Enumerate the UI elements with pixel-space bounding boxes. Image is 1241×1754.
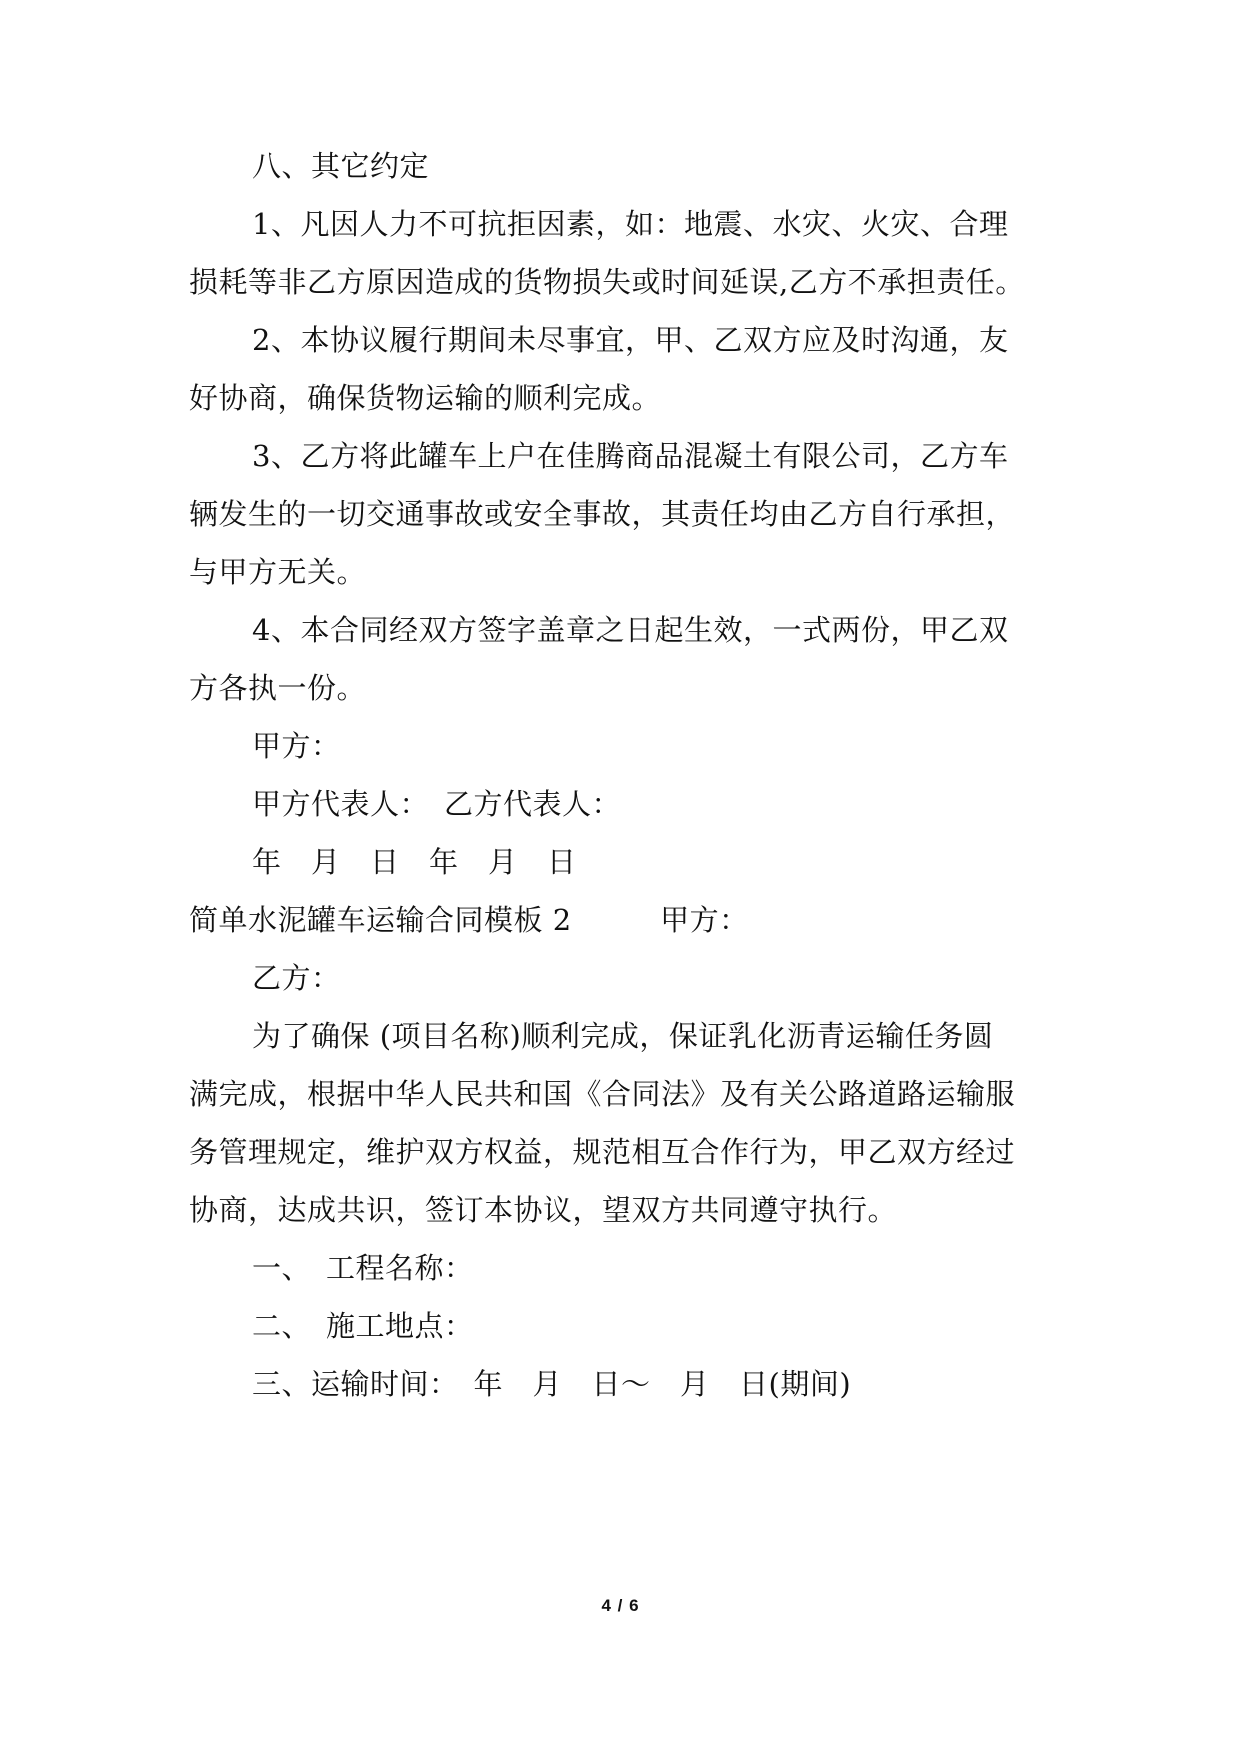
paragraph-line: 满完成，根据中华人民共和国《合同法》及有关公路道路运输服 (189, 1077, 1016, 1111)
signature-party-a: 甲方： (252, 729, 341, 763)
paragraph-line: 4、本合同经双方签字盖章之日起生效，一式两份，甲乙双 (252, 613, 1009, 647)
section-heading-other-agreements: 八、其它约定 (252, 149, 430, 183)
paragraph-line: 2、本协议履行期间未尽事宜，甲、乙双方应及时沟通，友 (252, 323, 1009, 357)
page-number: 4 / 6 (601, 1596, 640, 1615)
party-b-label: 乙方： (252, 961, 341, 995)
clause-transport-time: 三、运输时间： 年 月 日～ 月 日(期间) (252, 1367, 852, 1401)
paragraph-line: 务管理规定，维护双方权益，规范相互合作行为，甲乙双方经过 (189, 1135, 1016, 1169)
paragraph-line: 方各执一份。 (189, 671, 367, 705)
paragraph-line: 1、凡因人力不可抗拒因素，如：地震、水灾、火灾、合理 (252, 207, 1009, 241)
signature-representatives: 甲方代表人： 乙方代表人： (252, 787, 622, 821)
clause-project-name: 一、 工程名称： (252, 1251, 474, 1285)
paragraph-line: 辆发生的一切交通事故或安全事故，其责任均由乙方自行承担， (189, 497, 1016, 531)
signature-dates: 年 月 日 年 月 日 (252, 845, 577, 879)
paragraph-line: 3、乙方将此罐车上户在佳腾商品混凝土有限公司，乙方车 (252, 439, 1009, 473)
paragraph-line: 损耗等非乙方原因造成的货物损失或时间延误,乙方不承担责任。 (189, 265, 1025, 299)
clause-construction-site: 二、 施工地点： (252, 1309, 474, 1343)
paragraph-line: 协商，达成共识，签订本协议，望双方共同遵守执行。 (189, 1193, 898, 1227)
template-title: 简单水泥罐车运输合同模板 2 甲方： (189, 903, 749, 937)
paragraph-line: 与甲方无关。 (189, 555, 367, 589)
paragraph-line: 好协商，确保货物运输的顺利完成。 (189, 381, 662, 415)
paragraph-line: 为了确保 (项目名称)顺利完成，保证乳化沥青运输任务圆 (252, 1019, 994, 1053)
